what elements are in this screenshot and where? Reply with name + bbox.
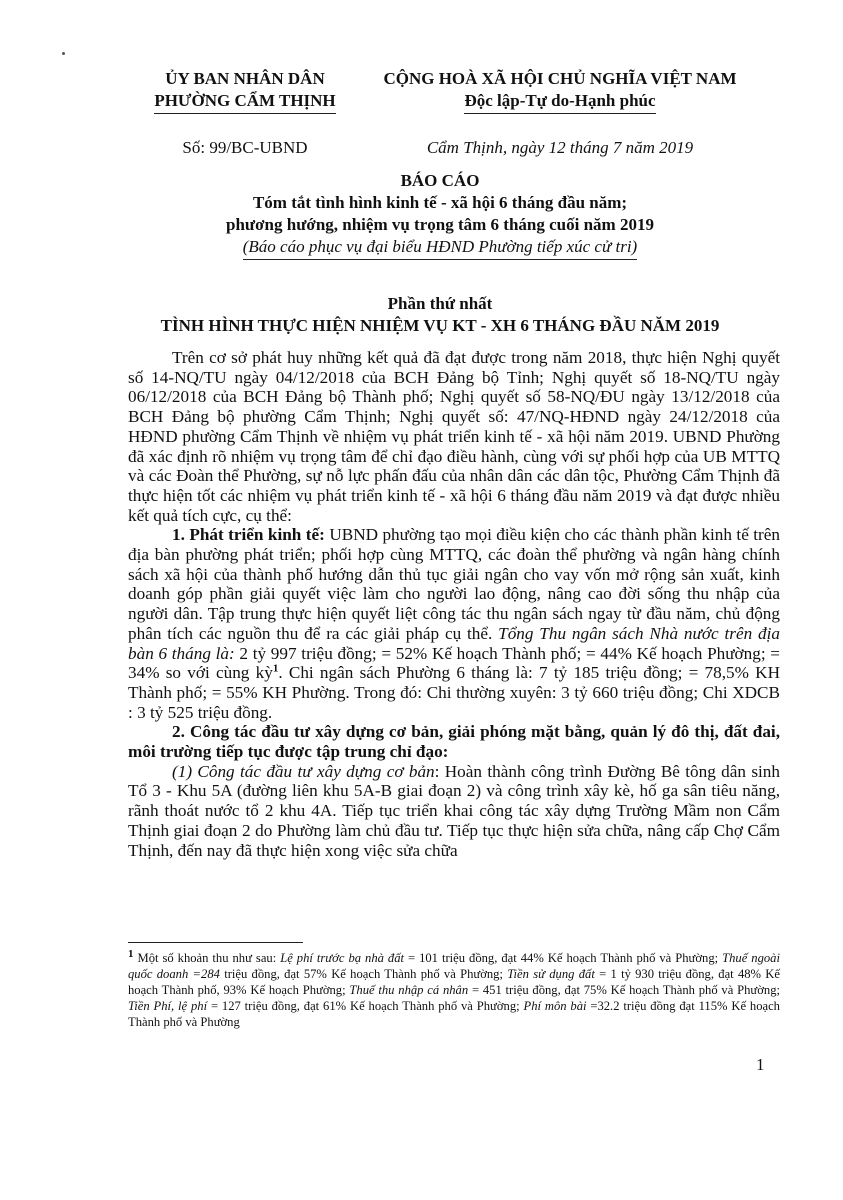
title-line-1: Tóm tắt tình hình kinh tế - xã hội 6 tháng đầu năm; <box>252 193 628 212</box>
footnote-text-6: = 127 triệu đồng, đạt 61% Kế hoạch Thành phố và Phường; <box>207 999 524 1013</box>
document-date: Cẩm Thịnh, ngày 12 tháng 7 năm 2019 <box>426 138 694 157</box>
section-2-italic: (1) Công tác đầu tư xây dựng cơ bản <box>172 761 435 781</box>
section-1-heading: 1. Phát triển kinh tế: <box>172 525 325 545</box>
footnote <box>128 947 780 1030</box>
title-line-2: phương hướng, nhiệm vụ trọng tâm 6 tháng cuối năm 2019 <box>226 215 654 234</box>
section-2-heading-paragraph <box>128 722 780 761</box>
footnote-italic-5: Tiền Phí, lệ phí <box>128 999 208 1013</box>
document-number: Số: 99/BC-UBND <box>182 138 308 157</box>
footnote-reference: 1 <box>272 662 279 675</box>
footnote-italic-6: Phí môn bài <box>523 999 587 1013</box>
national-header <box>360 68 760 114</box>
footnote-text-2: = 101 triệu đồng, đạt 44% Kế hoạch Thành phố và Phường; <box>404 951 723 965</box>
section-2-heading: 2. Công tác đầu tư xây dựng cơ bản, giải phóng mặt bằng, quản lý đô thị, đất đai, môi trường tiếp tục được tập trung chỉ đạo: <box>128 722 780 762</box>
footnote-marker: 1 <box>128 947 134 960</box>
section-1-paragraph <box>128 525 780 722</box>
section-1-text-c: . Chi ngân sách Phường 6 tháng là: 7 tỷ 185 triệu đồng; = 78,5% KH Thành phố; = 55% KH Phường. Trong đó: Chi thường xuyên: 3 tỷ 660 triệu đồng; Chi XDCB : 3 tỷ 525 triệu đồng. <box>128 663 781 722</box>
section-1-text-a: UBND phường tạo mọi điều kiện cho các thành phần kinh tế trên địa bàn phường phát triển; phối hợp cùng MTTQ, các đoàn thể phường và ngân hàng chính sách xã hội của thành phố hướng dẫn thủ tục giải ngân cho vay vốn mở rộng sản xuất, kinh doanh góp phần giải quyết việc làm cho người lao động, nâng cao đời sống thu nhập của người dân. Tập trung thực hiện quyết liệt công tác thu ngân sách ngay từ đầu năm, chủ động phân tích các nguồn thu để ra các giải pháp cụ thể. <box>128 525 780 643</box>
body-text <box>128 348 780 860</box>
document-title-block <box>100 170 780 260</box>
part-heading-block <box>100 293 780 337</box>
document-title: BÁO CÁO <box>400 171 480 190</box>
footnote-text-1: Một số khoản thu như sau: <box>133 951 281 965</box>
footnote-text-7: =32.2 triệu đồng đạt 115% Kế hoạch Thành phố và Phường <box>128 999 780 1029</box>
part-subheading: TÌNH HÌNH THỰC HIỆN NHIỆM VỤ KT - XH 6 THÁNG ĐẦU NĂM 2019 <box>160 316 720 335</box>
section-1-italic: Tổng Thu ngân sách Nhà nước trên địa bàn 6 tháng là: <box>128 623 780 663</box>
scan-speck <box>62 52 65 55</box>
part-heading: Phần thứ nhất <box>387 294 493 313</box>
section-2-text: : Hoàn thành công trình Đường Bê tông dân sinh Tổ 3 - Khu 5A (đường liên khu 5A-B giai đoạn 2) và công trình xây kè, hố ga sân tiêu năng, rãnh thoát nước tổ 2 khu 4A. Tiếp tục triển khai công tác xây dựng Trường Mầm non Cẩm Thịnh giai đoạn 2 do Phường làm chủ đầu tư. Tiếp tục thực hiện sửa chữa, nâng cấp Chợ Cẩm Thịnh, đến nay đã thực hiện xong việc sửa chữa <box>128 761 780 860</box>
footnote-separator <box>128 942 303 943</box>
intro-paragraph: Trên cơ sở phát huy những kết quả đã đạt được trong năm 2018, thực hiện Nghị quyết số 14-NQ/TU ngày 04/12/2018 của BCH Đảng bộ Tỉnh; Nghị quyết số 18-NQ/TU ngày 06/12/2018 của BCH Đảng bộ Thành phố; Nghị quyết số 58-NQ/ĐU ngày 13/12/2018 của BCH Đảng bộ phường Cẩm Thịnh; Nghị quyết số: 47/NQ-HĐND ngày 24/12/2018 của HĐND phường Cẩm Thịnh về nhiệm vụ phát triển kinh tế - xã hội năm 2019. UBND Phường đã xác định rõ nhiệm vụ trọng tâm để chỉ đạo điều hành, cùng với sự phối hợp của UB MTTQ và các Đoàn thể Phường, sự nỗ lực phấn đấu của nhân dân các dân tộc, Phường Cẩm Thịnh đã thực hiện tốt các nhiệm vụ phát triển kinh tế - xã hội 6 tháng đầu năm 2019 và đạt được nhiều kết quả tích cực, cụ thể: <box>128 348 780 525</box>
footnote-italic-4: Thuế thu nhập cá nhân <box>349 983 469 997</box>
footnote-text-4: = 1 tỷ 930 triệu đồng, đạt 48% Kế hoạch Thành phố, 93% Kế hoạch Phường; <box>128 967 780 997</box>
footnote-italic-1: Lệ phí trước bạ nhà đất <box>280 951 404 965</box>
section-1-text-b: 2 tỷ 997 triệu đồng; = 52% Kế hoạch Thành phố; = 44% Kế hoạch Phường; = 34% so với cùng kỳ <box>128 643 780 683</box>
issuer-line-2: PHƯỜNG CẨM THỊNH <box>154 90 335 114</box>
footnote-italic-2: Thuế ngoài quốc doanh =284 <box>128 951 780 981</box>
page-number: 1 <box>756 1055 765 1074</box>
section-2-paragraph <box>128 762 780 861</box>
issuer-header <box>130 68 360 114</box>
issuer-line-1: ỦY BAN NHÂN DÂN <box>165 69 325 88</box>
national-motto: Độc lập-Tự do-Hạnh phúc <box>464 90 655 114</box>
footnote-text-5: = 451 triệu đồng, đạt 75% Kế hoạch Thành phố và Phường; <box>468 983 780 997</box>
title-note: (Báo cáo phục vụ đại biểu HĐND Phường tiếp xúc cử tri) <box>243 236 637 260</box>
national-title: CỘNG HOÀ XÃ HỘI CHỦ NGHĨA VIỆT NAM <box>383 69 737 88</box>
footnote-italic-3: Tiền sử dụng đất <box>507 967 595 981</box>
footnote-text-3: triệu đồng, đạt 57% Kế hoạch Thành phố và Phường; <box>219 967 508 981</box>
